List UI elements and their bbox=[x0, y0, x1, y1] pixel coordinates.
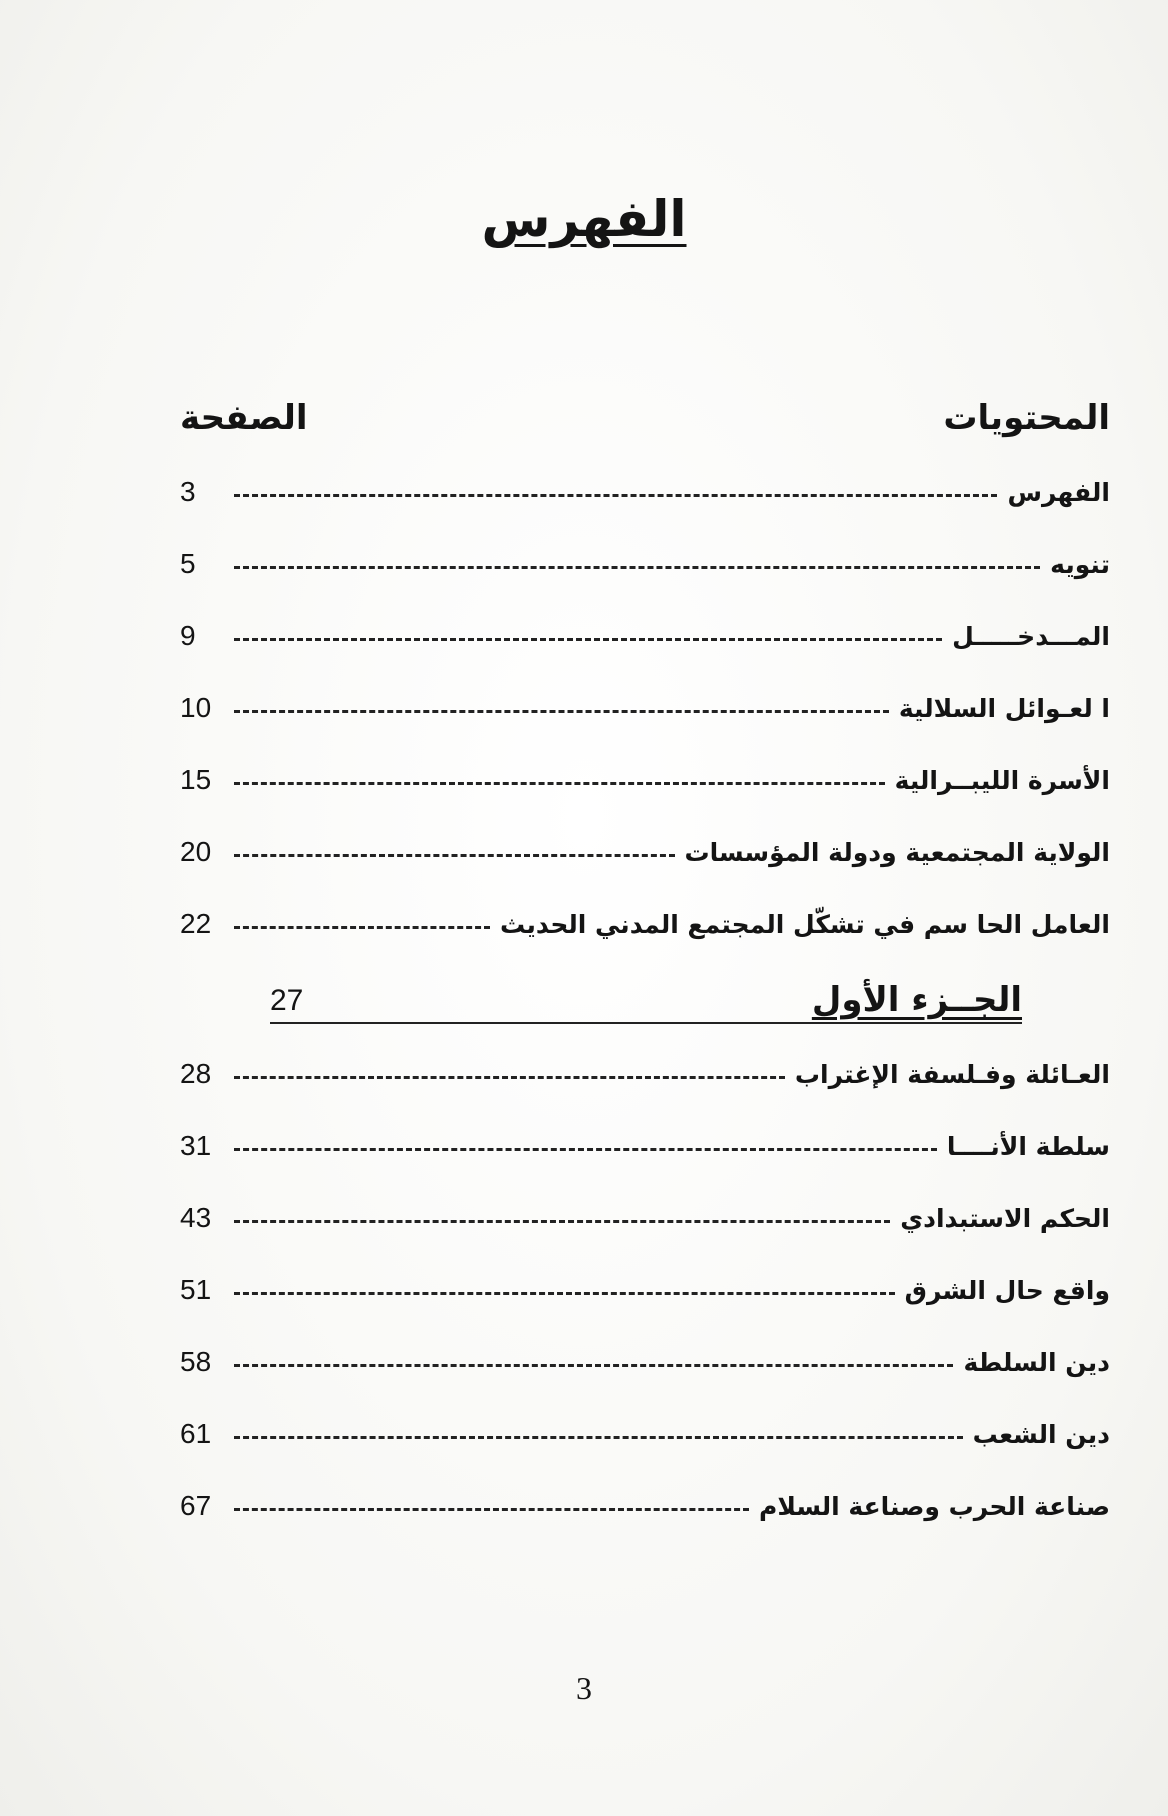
toc-entry-label: العـائلة وفـلسفة الإغتراب bbox=[794, 1059, 1110, 1089]
dotted-leader bbox=[234, 1508, 749, 1511]
toc-entry-label: العامل الحا سم في تشكّل المجتمع المدني الحديث bbox=[500, 909, 1110, 939]
toc-entry-page: 20 bbox=[180, 836, 212, 867]
dotted-leader bbox=[234, 1436, 963, 1439]
toc-entry[interactable] bbox=[180, 1484, 1110, 1528]
dotted-leader bbox=[234, 566, 1040, 569]
toc-entry[interactable] bbox=[180, 1268, 1110, 1312]
toc-entry-page: 61 bbox=[180, 1418, 212, 1449]
dotted-leader bbox=[234, 926, 490, 929]
toc-entry-page: 15 bbox=[180, 764, 212, 795]
toc-entry-label: الأسرة الليبــرالية bbox=[894, 765, 1110, 795]
page-title bbox=[0, 190, 1168, 248]
toc-entry-page: 58 bbox=[180, 1346, 212, 1377]
toc-entry-page: 5 bbox=[180, 548, 196, 579]
toc-entry-label: تنويه bbox=[1050, 549, 1110, 579]
dotted-leader bbox=[234, 494, 997, 497]
toc-entry[interactable] bbox=[180, 1124, 1110, 1168]
toc-entry[interactable] bbox=[180, 1340, 1110, 1384]
toc-entry-label: المـــدخـــــل bbox=[952, 621, 1110, 651]
toc-entry-label: الولاية المجتمعية ودولة المؤسسات bbox=[684, 837, 1110, 867]
toc-entry-page: 31 bbox=[180, 1130, 212, 1161]
toc-entry-label: سلطة الأنــــا bbox=[946, 1131, 1110, 1161]
toc-entry[interactable] bbox=[180, 542, 1110, 586]
toc-entry-page: 51 bbox=[180, 1274, 212, 1305]
toc-entry-label: واقع حال الشرق bbox=[904, 1275, 1110, 1305]
toc-entry-page: 43 bbox=[180, 1202, 212, 1233]
toc-entry-page: 10 bbox=[180, 692, 212, 723]
toc-entry-label: ا لعـوائل السلالية bbox=[898, 693, 1110, 723]
dotted-leader bbox=[234, 1292, 895, 1295]
toc-header bbox=[180, 398, 1110, 448]
dotted-leader bbox=[234, 1364, 953, 1367]
toc-entry-label: دين السلطة bbox=[963, 1347, 1110, 1377]
dotted-leader bbox=[234, 710, 889, 713]
dotted-leader bbox=[234, 782, 885, 785]
toc-entry-page: 3 bbox=[180, 476, 196, 507]
contents-header: المحتويات bbox=[943, 398, 1110, 438]
toc-entry-page: 67 bbox=[180, 1490, 212, 1521]
toc-entry-label: الفهرس bbox=[1007, 477, 1110, 507]
dotted-leader bbox=[234, 1148, 937, 1151]
toc-entry-label: الحكم الاستبدادي bbox=[900, 1203, 1110, 1233]
dotted-leader bbox=[234, 1220, 890, 1223]
toc-entry-page: 22 bbox=[180, 908, 212, 939]
toc-entry[interactable] bbox=[180, 902, 1110, 946]
toc-entry[interactable] bbox=[180, 758, 1110, 802]
dotted-leader bbox=[234, 1076, 785, 1079]
page-header: الصفحة bbox=[180, 398, 308, 438]
dotted-leader bbox=[234, 638, 942, 641]
toc-entry-label: دين الشعب bbox=[972, 1419, 1110, 1449]
part-one-page: 27 bbox=[270, 984, 304, 1017]
toc-entry[interactable] bbox=[180, 686, 1110, 730]
toc-entry[interactable] bbox=[180, 1052, 1110, 1096]
dotted-leader bbox=[234, 854, 675, 857]
toc-entry[interactable] bbox=[180, 1412, 1110, 1456]
part-one-heading[interactable] bbox=[270, 972, 1022, 1024]
page-title-text: الفهرس bbox=[481, 190, 687, 248]
toc-entry[interactable] bbox=[180, 1196, 1110, 1240]
toc-entry-page: 28 bbox=[180, 1058, 212, 1089]
toc-entry-label: صناعة الحرب وصناعة السلام bbox=[759, 1491, 1110, 1521]
toc-entry[interactable] bbox=[180, 614, 1110, 658]
part-one-label: الجــزء الأول bbox=[811, 980, 1022, 1020]
toc-entry[interactable] bbox=[180, 830, 1110, 874]
toc-entry-page: 9 bbox=[180, 620, 196, 651]
page-number: 3 bbox=[576, 1670, 592, 1706]
toc-entry[interactable] bbox=[180, 470, 1110, 514]
